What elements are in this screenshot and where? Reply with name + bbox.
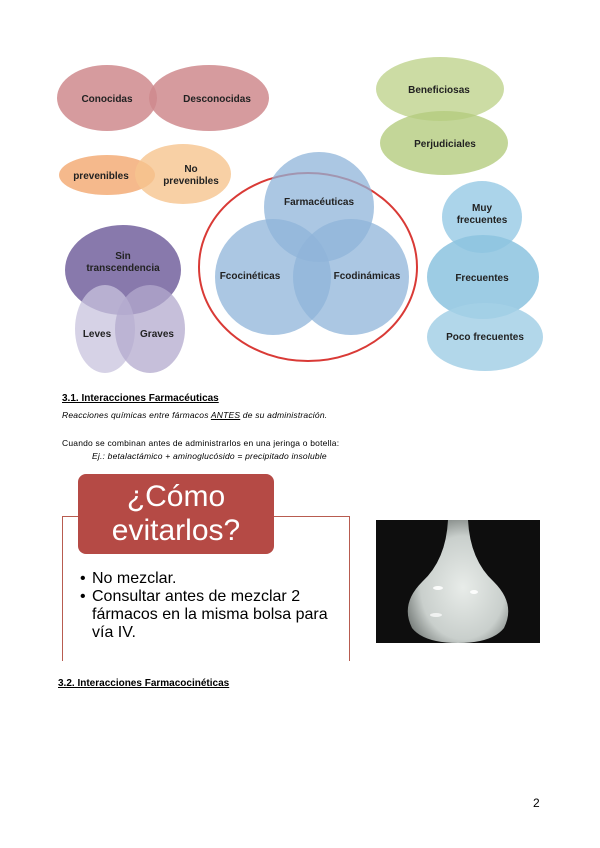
farmaceuticas-label: Farmacéuticas (283, 197, 355, 208)
poco-frecuentes-label: Poco frecuentes (446, 332, 524, 343)
how-to-avoid-card (62, 470, 350, 660)
perjudiciales-label: Perjudiciales (414, 139, 476, 150)
muy-frecuentes-label-1: Muy (472, 203, 492, 214)
section-3-1-title: 3.1. Interacciones Farmacéuticas (62, 393, 219, 404)
no-prevenibles-label-1: No (184, 164, 198, 175)
card-bullet-1: • No mezclar. (80, 570, 350, 588)
card-title-line-1: ¿Cómo (126, 480, 226, 513)
beneficiosas-label: Beneficiosas (408, 85, 470, 96)
graves-label: Graves (140, 329, 174, 340)
fcocineticas-label: Fcocinéticas (219, 271, 281, 282)
card-bullet-2: • Consultar antes de mezclar 2 fármacos en la misma bolsa para vía IV. (80, 588, 350, 642)
section-3-1-example: Ej.: betalactámico + aminoglucósido = precipitado insoluble (92, 451, 327, 461)
subtitle-post: de su administración. (240, 410, 328, 420)
no-prevenibles-label-2: prevenibles (163, 176, 219, 187)
section-3-2-title: 3.2. Interacciones Farmacocinéticas (58, 678, 230, 689)
no-prevenibles-ellipse (135, 144, 231, 204)
leves-label: Leves (82, 329, 112, 340)
section-3-1-body: Cuando se combinan antes de administrarlos en una jeringa o botella: (62, 438, 340, 448)
flask-illustration (376, 520, 540, 643)
page-number: 2 (533, 796, 540, 810)
muy-frecuentes-label-2: frecuentes (456, 215, 508, 226)
flask-photo (376, 520, 540, 643)
frecuentes-label: Frecuentes (455, 273, 509, 284)
card-title (78, 474, 274, 554)
conocidas-label: Conocidas (81, 94, 133, 105)
subtitle-emph: ANTES (210, 410, 241, 420)
subtitle-pre: Reacciones químicas entre fármacos (62, 410, 211, 420)
prevenibles-label: prevenibles (73, 171, 129, 182)
desconocidas-label: Desconocidas (183, 94, 251, 105)
sin-transcendencia-label-2: transcendencia (86, 263, 160, 274)
card-bullet-list (80, 570, 350, 642)
sin-transcendencia-label-1: Sin (115, 251, 131, 262)
card-title-line-2: evitarlos? (111, 514, 241, 547)
interaction-classification-diagram (55, 57, 545, 377)
section-3-1-subtitle (62, 410, 327, 420)
fcodinamicas-label: Fcodinámicas (333, 271, 401, 282)
